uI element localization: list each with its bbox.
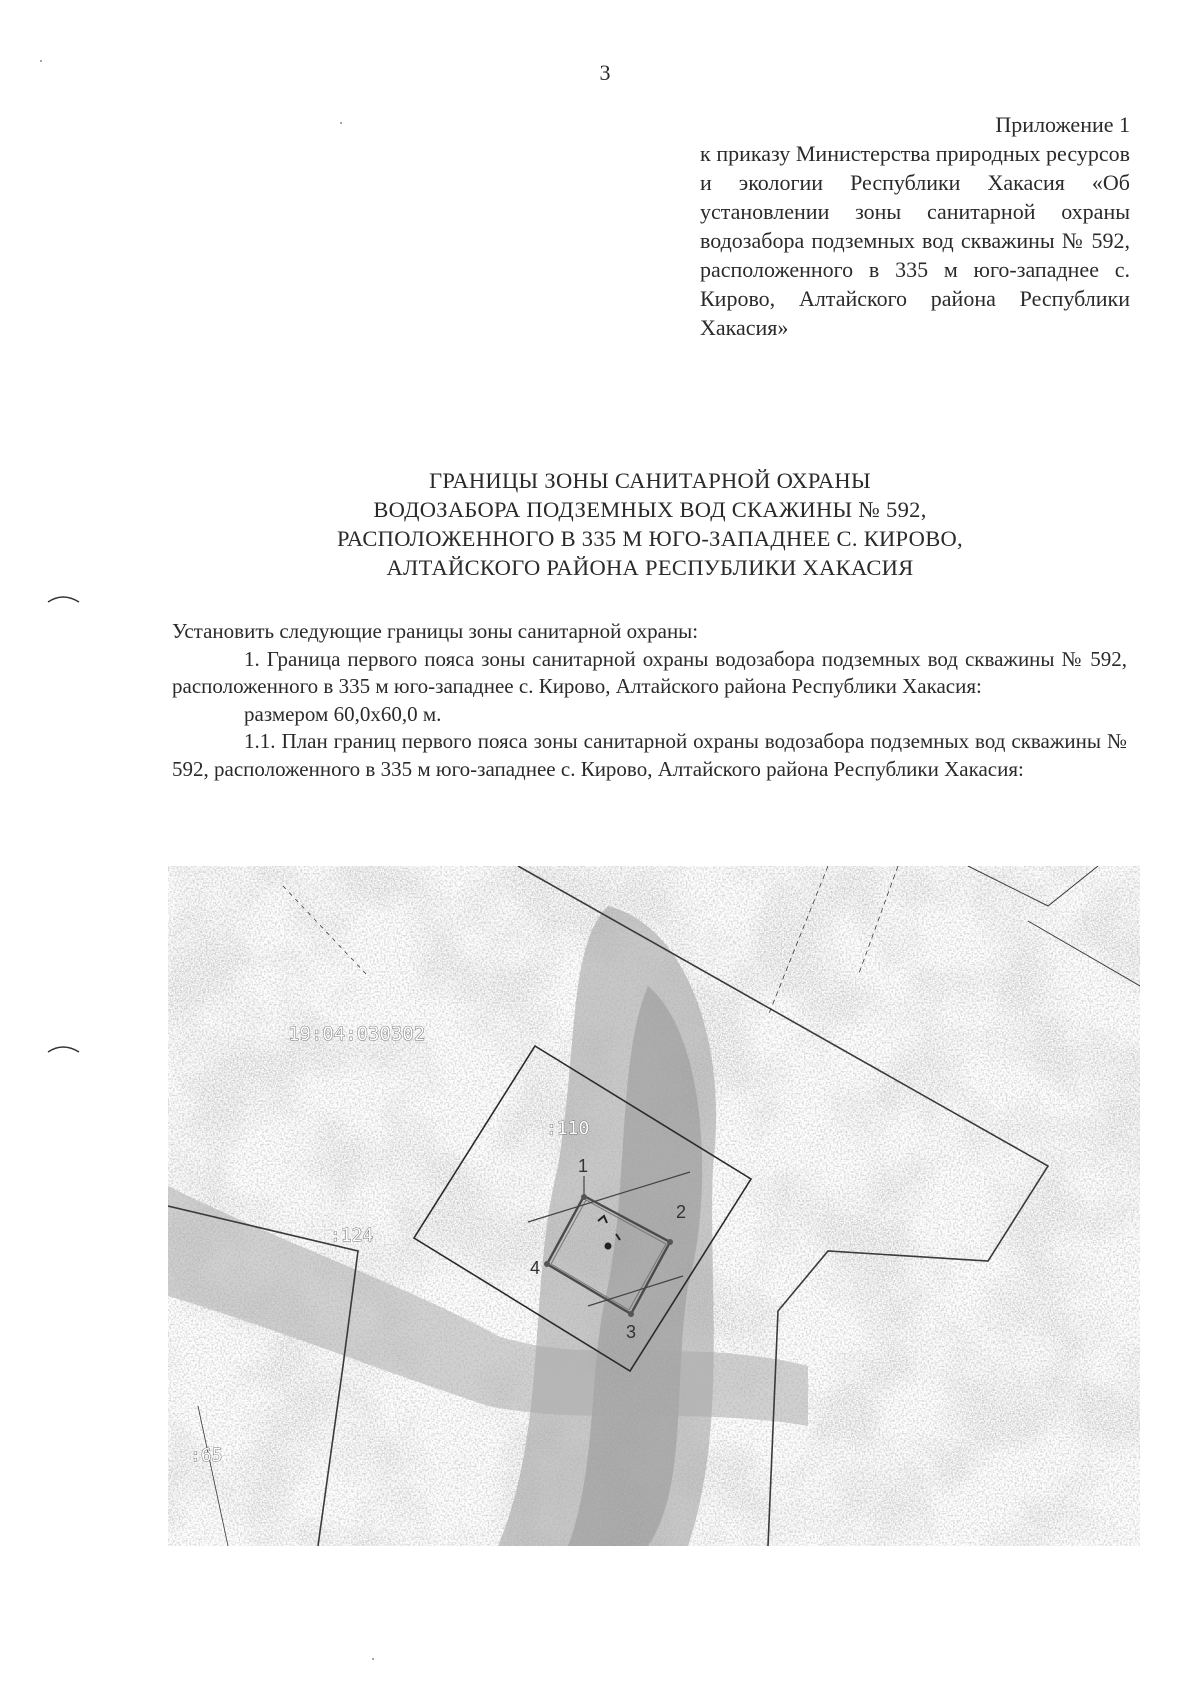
heading-line: РАСПОЛОЖЕННОГО В 335 М ЮГО-ЗАПАДНЕЕ С. КИРОВО, — [337, 526, 963, 551]
body-text — [172, 618, 1127, 783]
parcel-65-label: :65 — [190, 1445, 223, 1466]
point-4-label: 4 — [530, 1258, 541, 1278]
map-svg — [168, 866, 1140, 1546]
heading-line: ВОДОЗАБОРА ПОДЗЕМНЫХ ВОД СКАЖИНЫ № 592, — [373, 497, 927, 522]
heading-line: АЛТАЙСКОГО РАЙОНА РЕСПУБЛИКИ ХАКАСИЯ — [386, 555, 914, 580]
appendix-title: Приложение 1 — [995, 112, 1130, 137]
intro-paragraph: Установить следующие границы зоны санитарной охраны: — [172, 619, 699, 643]
point-1-label: 1 — [578, 1156, 589, 1176]
boundary-plan-map — [168, 866, 1140, 1546]
document-heading — [170, 466, 1130, 582]
appendix-text: к приказу Министерства природных ресурсов и экологии Республики Хакасия «Об установлении зоны санитарной охраны водозабора подземных вод скважины № 592, расположенного в 335 м юго-западнее с. Кирово, Алтайского района Республики Хакасия» — [700, 141, 1130, 340]
parcel-124-label: :124 — [330, 1225, 374, 1246]
parcel-110-label: :110 — [546, 1118, 590, 1139]
scan-speck — [372, 1658, 374, 1660]
scan-speck — [340, 122, 342, 124]
point-2-label: 2 — [676, 1202, 687, 1222]
item-1-1-paragraph: 1.1. План границ первого пояса зоны санитарной охраны водозабора подземных вод скважины № 592, расположенного в 335 м юго-западнее с. Кирово, Алтайского района Республики Хакасия: — [172, 729, 1127, 781]
appendix-block — [700, 110, 1130, 342]
size-paragraph: размером 60,0х60,0 м. — [244, 701, 442, 726]
page-number: 3 — [599, 60, 611, 85]
scan-speck — [40, 60, 42, 62]
aerial-photo-texture — [168, 866, 1140, 1546]
point-3-label: 3 — [626, 1322, 637, 1342]
heading-line: ГРАНИЦЫ ЗОНЫ САНИТАРНОЙ ОХРАНЫ — [429, 468, 871, 493]
margin-bracket-mark — [45, 590, 85, 620]
margin-bracket-mark — [45, 1040, 85, 1070]
item-1-paragraph: 1. Граница первого пояса зоны санитарной охраны водозабора подземных вод скважины № 592, расположенного в 335 м юго-западнее с. Кирово, Алтайского района Республики Хакасия: — [172, 646, 1127, 698]
cadastral-quarter-label: 19:04:030302 — [288, 1023, 426, 1045]
